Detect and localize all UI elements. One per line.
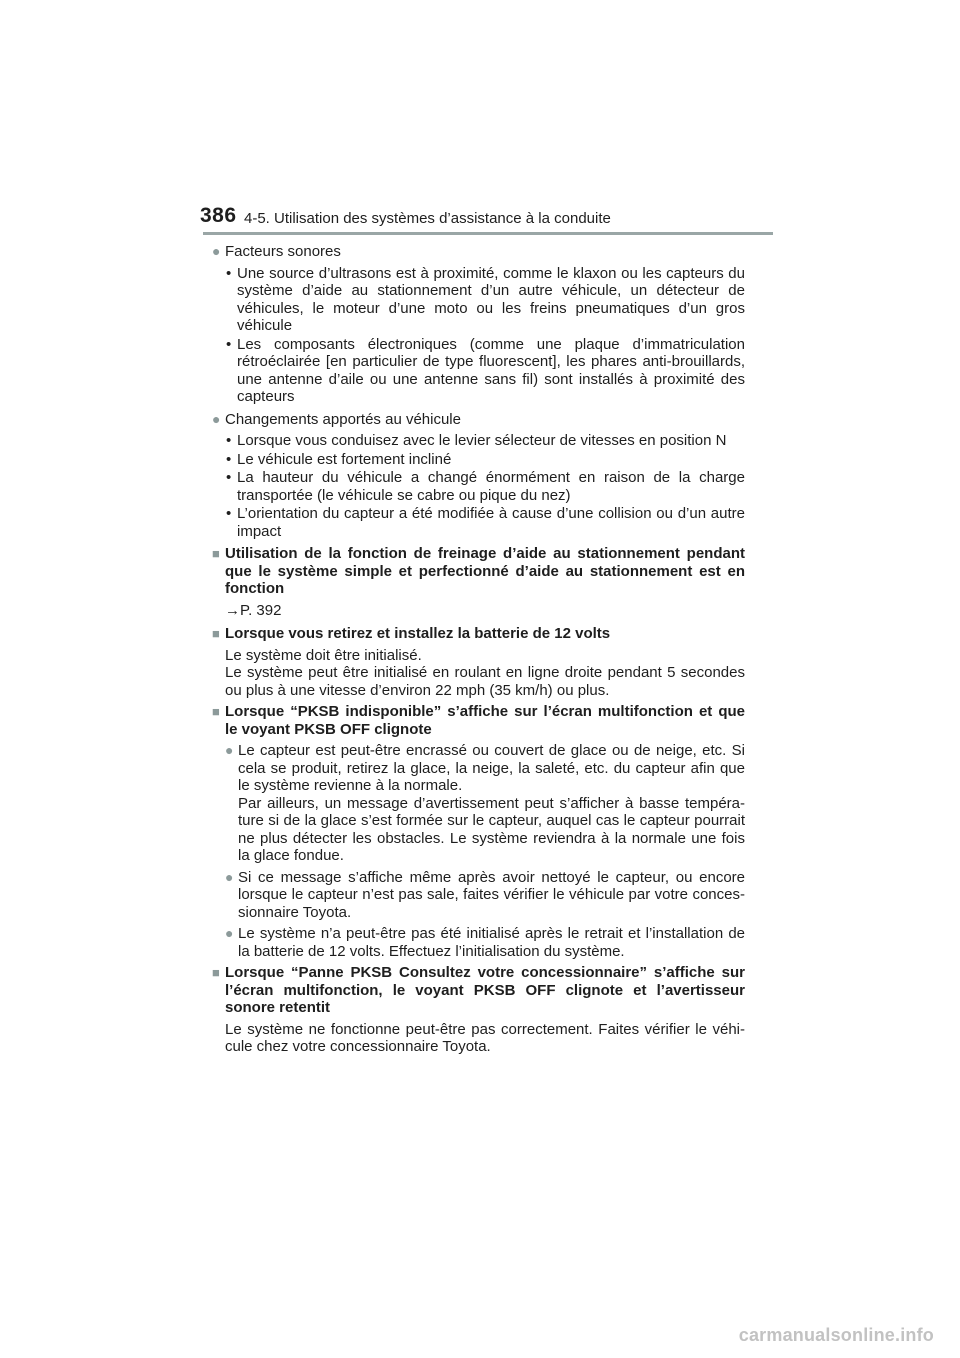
paragraph-line: Par ailleurs, un message d’avertissement peut s’afficher à basse tempéra-ture si de la glace s’est formée sur le capteur, auquel cas le capteur pourrait ne plus détecter les obstacles. Le système reviendra à la normale une fois la glace fondue. bbox=[238, 794, 745, 864]
section-heading bbox=[212, 625, 745, 643]
bullet-text: Si ce message s’affiche même après avoir nettoyé le capteur, ou encore lorsque le capteur n’est pas sale, faites vérifier le véhicule par votre conces-sionnaire Toyota. bbox=[238, 868, 745, 921]
section-heading bbox=[212, 703, 745, 738]
square-icon: ■ bbox=[212, 546, 220, 561]
watermark: carmanualsonline.info bbox=[738, 1325, 934, 1345]
sub-item-text: L’orientation du capteur a été modifiée à cause d’une collision ou d’un autre impact bbox=[237, 505, 745, 540]
sub-bullet-icon: • bbox=[226, 335, 232, 353]
sub-bullet-icon: • bbox=[226, 469, 232, 486]
paragraph bbox=[225, 647, 745, 700]
list-item bbox=[225, 869, 745, 922]
sub-item-text: Lorsque vous conduisez avec le levier sélecteur de vitesses en position N bbox=[237, 432, 727, 449]
header-rule bbox=[203, 232, 773, 235]
sub-item bbox=[226, 336, 745, 406]
sub-list bbox=[226, 432, 745, 540]
sub-bullet-icon: • bbox=[226, 264, 232, 282]
square-icon: ■ bbox=[212, 626, 220, 641]
bullet-icon: ● bbox=[212, 243, 221, 259]
page-content bbox=[212, 243, 745, 1060]
bullet-text: Le système n’a peut-être pas été initialisé après le retrait et l’installation de la batterie de 12 volts. Effectuez l’initialisation du système. bbox=[238, 925, 745, 960]
bullet-icon: ● bbox=[225, 925, 234, 941]
heading-text: Lorsque “PKSB indisponible” s’affiche sur l’écran multifonction et que le voyant PKSB OFF clignote bbox=[225, 703, 745, 738]
bullet-title: Changements apportés au véhicule bbox=[225, 410, 461, 428]
list-item bbox=[225, 742, 745, 865]
sub-item bbox=[226, 432, 745, 450]
sub-item bbox=[226, 469, 745, 504]
bullet-title: Facteurs sonores bbox=[225, 243, 341, 260]
square-icon: ■ bbox=[212, 704, 220, 719]
sub-list bbox=[226, 265, 745, 406]
sub-bullet-icon: • bbox=[226, 432, 232, 449]
square-icon: ■ bbox=[212, 965, 220, 980]
page-reference-link[interactable]: →P. 392 bbox=[225, 601, 282, 619]
sub-item bbox=[226, 451, 745, 469]
paragraph-line: Le capteur est peut-être encrassé ou couvert de glace ou de neige, etc. Si cela se produit, retirez la glace, la neige, la saleté, etc. du capteur afin que le système revienne à la normale. bbox=[238, 742, 745, 794]
sub-item bbox=[226, 265, 745, 335]
heading-text: Lorsque “Panne PKSB Consultez votre concessionnaire” s’affiche sur l’écran multifonction, le voyant PKSB OFF clignote et l’avertisseur sonore retentit bbox=[225, 964, 745, 1016]
section-heading bbox=[212, 545, 745, 598]
bullet-icon: ● bbox=[212, 410, 221, 427]
sub-item-text: La hauteur du véhicule a changé énormément en raison de la charge transportée (le véhicule se cabre ou pique du nez) bbox=[237, 469, 745, 504]
paragraph-line: Le système doit être initialisé. bbox=[225, 646, 422, 664]
paragraph-line: Le système peut être initialisé en roulant en ligne droite pendant 5 secondes ou plus à une vitesse d’environ 22 mph (35 km/h) ou plus. bbox=[225, 664, 745, 699]
list-item bbox=[212, 411, 745, 429]
bullet-icon: ● bbox=[225, 742, 234, 758]
bullet-text bbox=[238, 742, 745, 865]
sub-item-text: Les composants électroniques (comme une plaque d’immatriculation rétroéclairée [en particulier de type fluorescent], les phares anti-brouillards, une antenne d’aile ou une antenne sans fil) sont installés à proximité des capteurs bbox=[237, 335, 745, 405]
sub-bullet-icon: • bbox=[226, 505, 232, 522]
sub-item bbox=[226, 505, 745, 540]
list-item bbox=[212, 243, 745, 261]
bullet-icon: ● bbox=[225, 868, 234, 885]
heading-text: Utilisation de la fonction de freinage d’aide au stationnement pendant que le système simple et perfectionné d’aide au stationnement est en fonction bbox=[225, 545, 745, 597]
section-heading bbox=[212, 964, 745, 1017]
paragraph: Le système ne fonctionne peut-être pas correctement. Faites vérifier le véhi-cule chez votre concessionnaire Toyota. bbox=[225, 1020, 745, 1055]
page-number: 386 bbox=[200, 204, 237, 227]
sub-item-text: Le véhicule est fortement incliné bbox=[237, 450, 452, 468]
heading-text: Lorsque vous retirez et installez la batterie de 12 volts bbox=[225, 625, 611, 642]
sub-item-text: Une source d’ultrasons est à proximité, comme le klaxon ou les capteurs du système d’aide au stationnement d’un autre véhicule, un détecteur de véhicules, le moteur d’une moto ou les freins pneumatiques d’un gros véhicule bbox=[237, 264, 745, 334]
sub-bullet-icon: • bbox=[226, 450, 232, 468]
section-header: 4-5. Utilisation des systèmes d’assistance à la conduite bbox=[244, 210, 611, 227]
list-item bbox=[225, 925, 745, 960]
